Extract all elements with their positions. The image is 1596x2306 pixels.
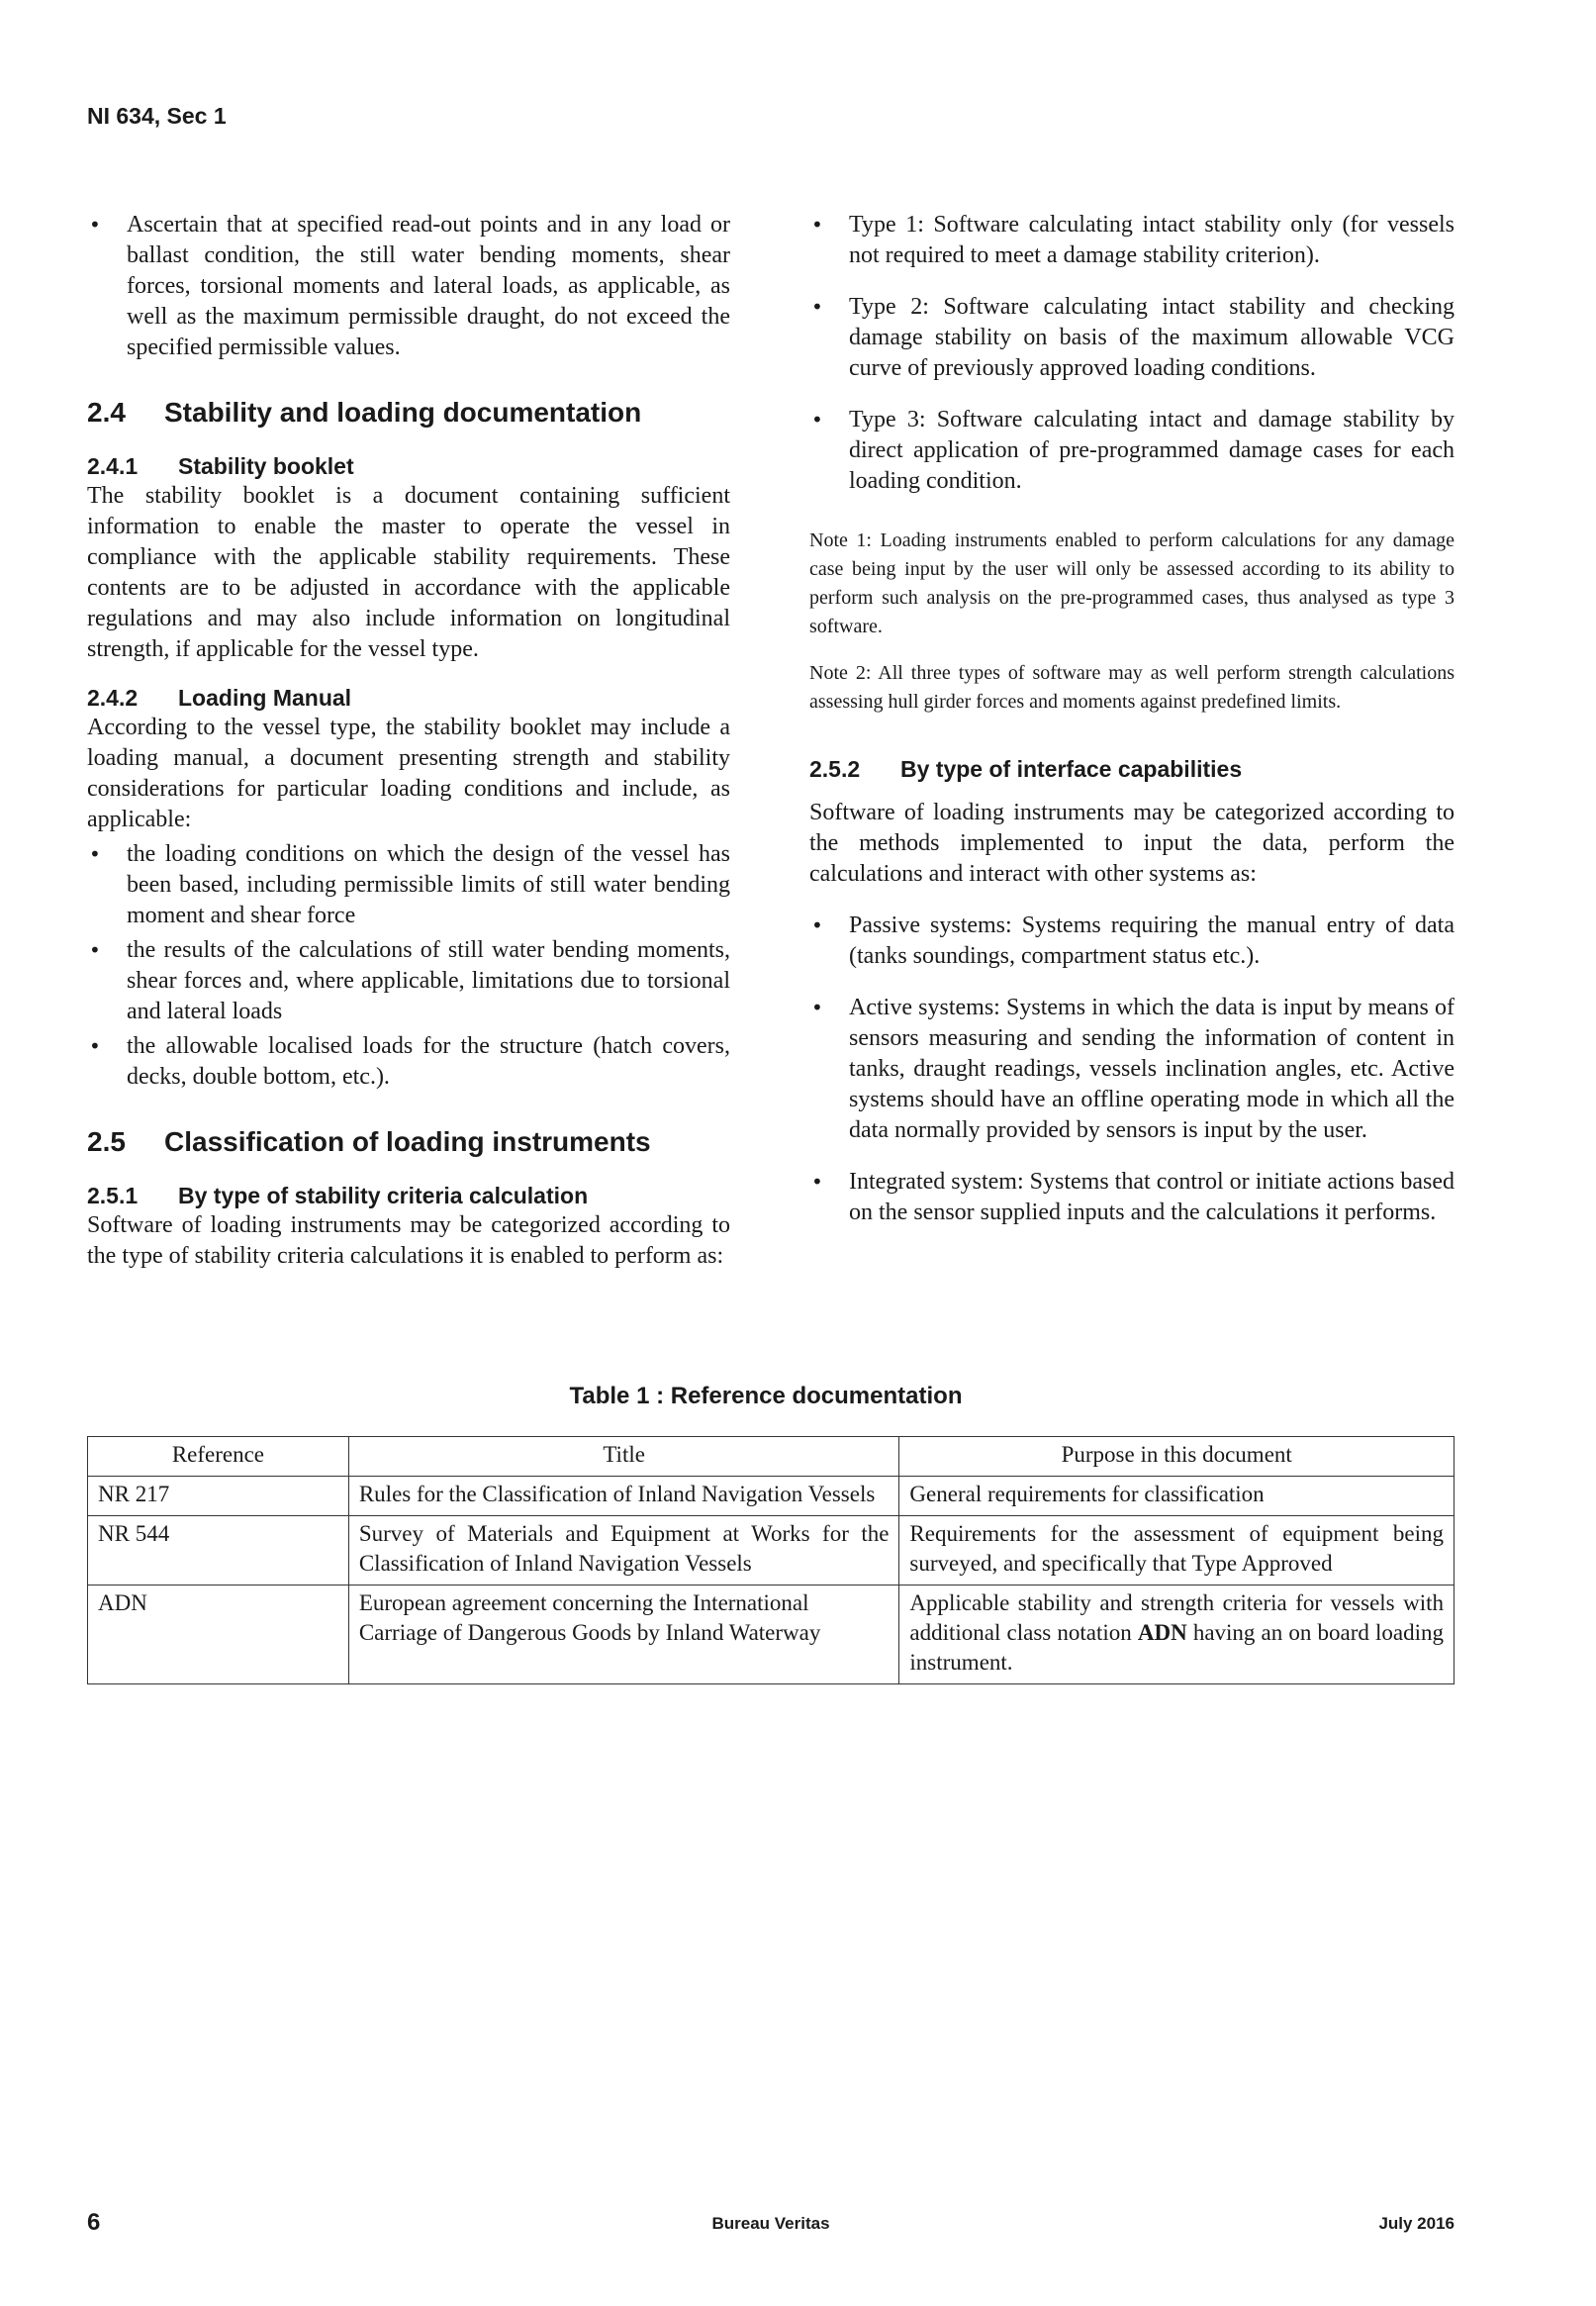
section-title: Classification of loading instruments [164,1126,651,1157]
column-header-title: Title [348,1437,899,1477]
page-number: 6 [87,2209,101,2236]
reference-table [87,1436,1455,1684]
footer-date: July 2016 [1378,2214,1455,2233]
title-cell: Rules for the Classification of Inland Navigation Vessels [348,1477,899,1516]
title-cell: Survey of Materials and Equipment at Works for the Classification of Inland Navigation Vessels [348,1516,899,1585]
section-title: By type of interface capabilities [900,756,1243,782]
section-heading-2-4 [87,396,730,430]
section-heading-2-5 [87,1125,730,1159]
section-title: Loading Manual [178,685,352,711]
bullet-item: • Type 1: Software calculating intact stability only (for vessels not required to meet a damage stability criterion). [809,210,1455,271]
subsection-heading-2-5-1 [87,1181,730,1210]
reference-cell: NR 544 [88,1516,349,1585]
purpose-text: Applicable stability and strength criteria for vessels with additional class notation [909,1590,1444,1645]
section-number: 2.5.2 [809,756,861,782]
subsection-heading-2-5-2 [809,754,1455,784]
purpose-cell: General requirements for classification [899,1477,1455,1516]
right-column [809,210,1455,1228]
section-number: 2.4.2 [87,685,139,711]
subsection-heading-2-4-2 [87,683,730,713]
subsection-heading-2-4-1 [87,451,730,481]
bullet-item: • Type 2: Software calculating intact stability and checking damage stability on basis of the maximum allowable VCG curve of previously approved loading conditions. [809,292,1455,384]
bullet-item: • Passive systems: Systems requiring the manual entry of data (tanks soundings, compartment status etc.). [809,911,1455,972]
bullet-item: • the loading conditions on which the design of the vessel has been based, including permissible limits of still water bending moment and shear force [87,839,730,931]
purpose-text: having an on board loading instrument. [909,1620,1444,1675]
table-header-row [88,1437,1455,1477]
title-cell: European agreement concerning the International Carriage of Dangerous Goods by Inland Waterway [348,1585,899,1684]
purpose-cell: Requirements for the assessment of equipment being surveyed, and specifically that Type Approved [899,1516,1455,1585]
paragraph: Software of loading instruments may be categorized according to the type of stability criteria calculations it is enabled to perform as: [87,1212,730,1269]
note: Note 2: All three types of software may as well perform strength calculations assessing hull girder forces and moments against predefined limits. [809,662,1455,713]
column-header-reference: Reference [88,1437,349,1477]
table-caption: Table 1 : Reference documentation [569,1383,963,1409]
footer-publisher: Bureau Veritas [711,2214,830,2233]
reference-cell: ADN [88,1585,349,1684]
section-number: 2.4.1 [87,453,139,479]
class-notation: ADN [1137,1620,1187,1645]
section-title: Stability and loading documentation [164,397,642,428]
bullet-item: • Type 3: Software calculating intact and damage stability by direct application of pre-programmed damage cases for each loading condition. [809,405,1455,497]
section-title: Stability booklet [178,453,354,479]
running-header: NI 634, Sec 1 [87,103,227,129]
note: Note 1: Loading instruments enabled to perform calculations for any damage case being input by the user will only be assessed according to its ability to perform such analysis on the pre-programmed cases, thus analysed as type 3 software. [809,529,1455,637]
bullet-item: • Integrated system: Systems that control or initiate actions based on the sensor supplied inputs and the calculations it performs. [809,1167,1455,1228]
table-row [88,1477,1455,1516]
bullet-item: • Active systems: Systems in which the data is input by means of sensors measuring and sending the information of content in tanks, draught readings, vessels inclination angles, etc. Active systems should have an offline operating mode in which all the data normally provided by sensors is input by the user. [809,993,1455,1146]
bullet-item: • the results of the calculations of still water bending moments, shear forces and, where applicable, limitations due to torsional and lateral loads [87,935,730,1027]
bullet-item: • Ascertain that at specified read-out points and in any load or ballast condition, the still water bending moments, shear forces, torsional moments and lateral loads, as applicable, as well as the maximum permissible draught, do not exceed the specified permissible values. [87,210,730,363]
section-number: 2.5.1 [87,1183,139,1208]
paragraph: According to the vessel type, the stability booklet may include a loading manual, a document presenting strength and stability considerations for particular loading conditions and include, as applicable: [87,715,730,832]
bullet-item: • the allowable localised loads for the structure (hatch covers, decks, double bottom, etc.). [87,1031,730,1093]
purpose-cell [899,1585,1455,1684]
section-title: By type of stability criteria calculation [178,1183,589,1208]
table-row [88,1516,1455,1585]
paragraph: The stability booklet is a document containing sufficient information to enable the master to operate the vessel in compliance with the applicable stability requirements. These contents are to be adjusted in accordance with the applicable regulations and may also include information on longitudinal strength, if applicable for the vessel type. [87,483,730,662]
paragraph: Software of loading instruments may be categorized according to the methods implemented to input the data, perform the calculations and interact with other systems as: [809,800,1455,887]
left-column [87,210,730,1272]
column-header-purpose: Purpose in this document [899,1437,1455,1477]
section-number: 2.4 [87,397,126,428]
table-row [88,1585,1455,1684]
section-number: 2.5 [87,1126,126,1157]
reference-cell: NR 217 [88,1477,349,1516]
